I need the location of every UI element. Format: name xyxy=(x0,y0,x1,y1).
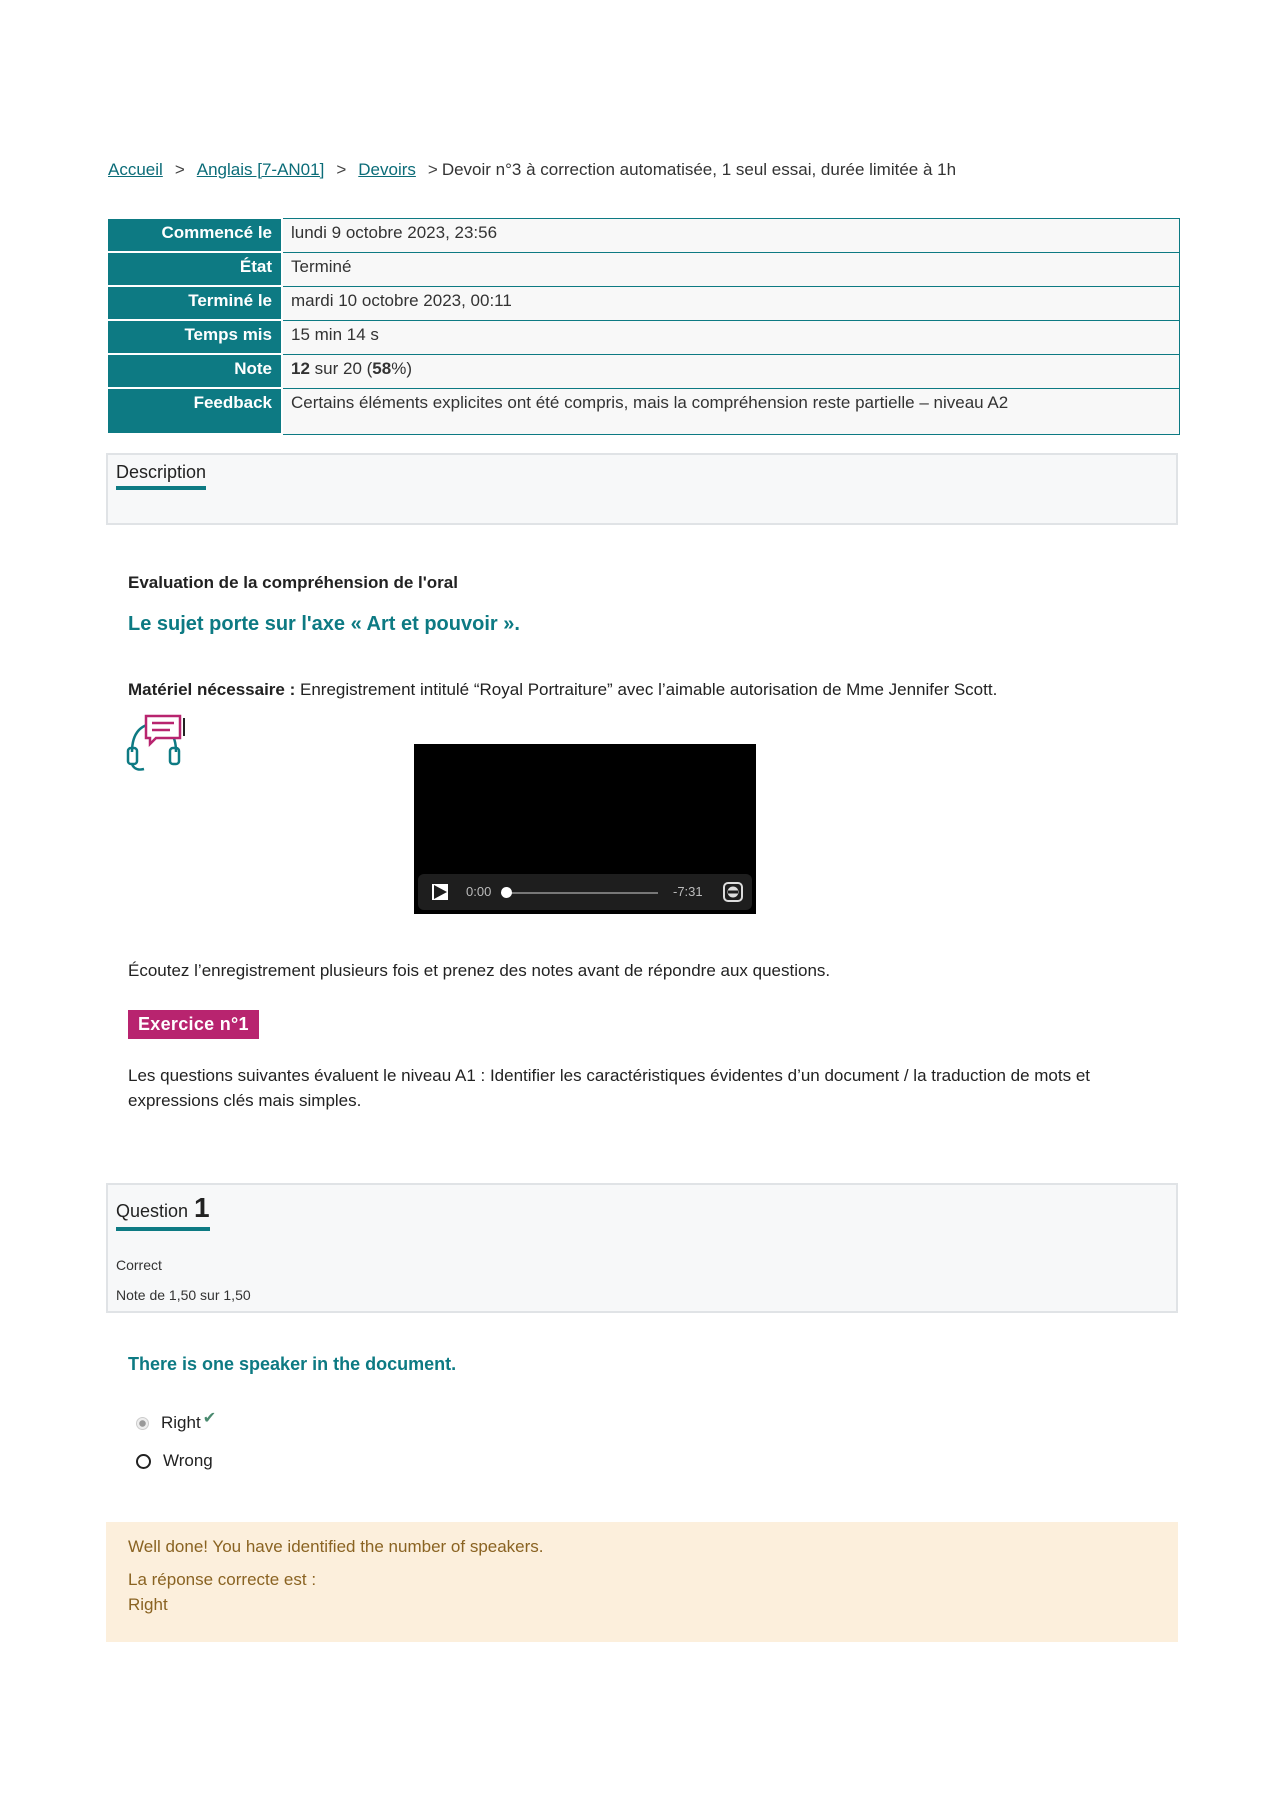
option-label: Right xyxy=(161,1413,201,1432)
option-label: Wrong xyxy=(163,1451,213,1470)
material-text: Enregistrement intitulé “Royal Portraiture” avec l’aimable autorisation de Mme Jennifer Scott. xyxy=(295,680,998,699)
breadcrumb-course-link[interactable]: Anglais [7-AN01] xyxy=(196,160,325,179)
summary-row-started xyxy=(107,218,1180,252)
material-label: Matériel nécessaire : xyxy=(128,680,296,699)
radio-button[interactable] xyxy=(136,1454,151,1469)
breadcrumb xyxy=(108,160,956,180)
exercise-badge: Exercice n°1 xyxy=(128,1010,259,1039)
question-grade: Note de 1,50 sur 1,50 xyxy=(116,1287,251,1303)
play-icon[interactable] xyxy=(432,884,448,900)
video-current-time: 0:00 xyxy=(466,884,492,899)
breadcrumb-separator: > xyxy=(336,160,347,179)
section-heading: Evaluation de la compréhension de l'oral xyxy=(128,573,458,592)
radio-button-selected[interactable] xyxy=(136,1417,149,1430)
checkmark-icon: ✔ xyxy=(202,1410,217,1427)
breadcrumb-home-link[interactable]: Accueil xyxy=(108,160,163,179)
question-label: Question xyxy=(116,1201,189,1221)
summary-label: Note xyxy=(107,354,282,388)
grade-points: 12 xyxy=(291,358,310,378)
grade-mid: sur 20 ( xyxy=(309,358,373,378)
description-panel xyxy=(106,453,1178,525)
correct-answer-label: La réponse correcte est : xyxy=(128,1570,317,1589)
summary-row-grade xyxy=(107,354,1180,388)
summary-row-state xyxy=(107,252,1180,286)
summary-value xyxy=(282,354,1180,388)
summary-label: Temps mis xyxy=(107,320,282,354)
feedback-box xyxy=(106,1522,1178,1642)
answer-option-right[interactable] xyxy=(136,1410,217,1433)
summary-value: Certains éléments explicites ont été compris, mais la compréhension reste partielle – niveau A2 xyxy=(282,388,1180,434)
summary-value: Terminé xyxy=(282,252,1180,286)
listening-instruction: Écoutez l’enregistrement plusieurs fois et prenez des notes avant de répondre aux questions. xyxy=(128,961,831,980)
summary-label: Feedback xyxy=(107,388,282,434)
question-text: There is one speaker in the document. xyxy=(128,1354,457,1374)
summary-value: lundi 9 octobre 2023, 23:56 xyxy=(282,218,1180,252)
question-title xyxy=(116,1192,210,1231)
summary-row-finished xyxy=(107,286,1180,320)
summary-row-feedback xyxy=(107,388,1180,434)
video-player[interactable] xyxy=(414,744,756,914)
material-line xyxy=(128,680,997,700)
description-title: Description xyxy=(116,462,206,490)
correct-answer-value: Right xyxy=(128,1595,168,1614)
summary-label: Terminé le xyxy=(107,286,282,320)
topic-heading: Le sujet porte sur l'axe « Art et pouvoir ». xyxy=(128,613,520,635)
grade-percent: 58 xyxy=(372,358,392,378)
video-controls xyxy=(418,874,752,910)
question-info-panel xyxy=(106,1183,1178,1313)
summary-value: 15 min 14 s xyxy=(282,320,1180,354)
answer-option-wrong[interactable] xyxy=(136,1451,213,1471)
video-progress-bar[interactable] xyxy=(506,892,658,894)
exercise-description: Les questions suivantes évaluent le niveau A1 : Identifier les caractéristiques évidentes d’un document / la traduction de mots et expressions clés mais simples. xyxy=(128,1066,1091,1110)
summary-label: Commencé le xyxy=(107,218,282,252)
grade-end: %) xyxy=(391,358,412,378)
question-number: 1 xyxy=(194,1192,210,1223)
breadcrumb-section-link[interactable]: Devoirs xyxy=(358,160,416,179)
attempt-summary-table xyxy=(106,217,1180,435)
video-remaining-time: -7:31 xyxy=(673,884,703,899)
summary-row-time-taken xyxy=(107,320,1180,354)
general-feedback: Well done! You have identified the number of speakers. xyxy=(128,1537,544,1556)
headset-listening-icon xyxy=(126,712,188,772)
breadcrumb-separator: > xyxy=(427,160,438,179)
summary-value: mardi 10 octobre 2023, 00:11 xyxy=(282,286,1180,320)
video-progress-knob[interactable] xyxy=(501,887,512,898)
breadcrumb-current: Devoir n°3 à correction automatisée, 1 seul essai, durée limitée à 1h xyxy=(441,160,957,179)
captions-icon[interactable] xyxy=(723,882,743,902)
summary-label: État xyxy=(107,252,282,286)
question-status: Correct xyxy=(116,1257,162,1273)
breadcrumb-separator: > xyxy=(174,160,185,179)
